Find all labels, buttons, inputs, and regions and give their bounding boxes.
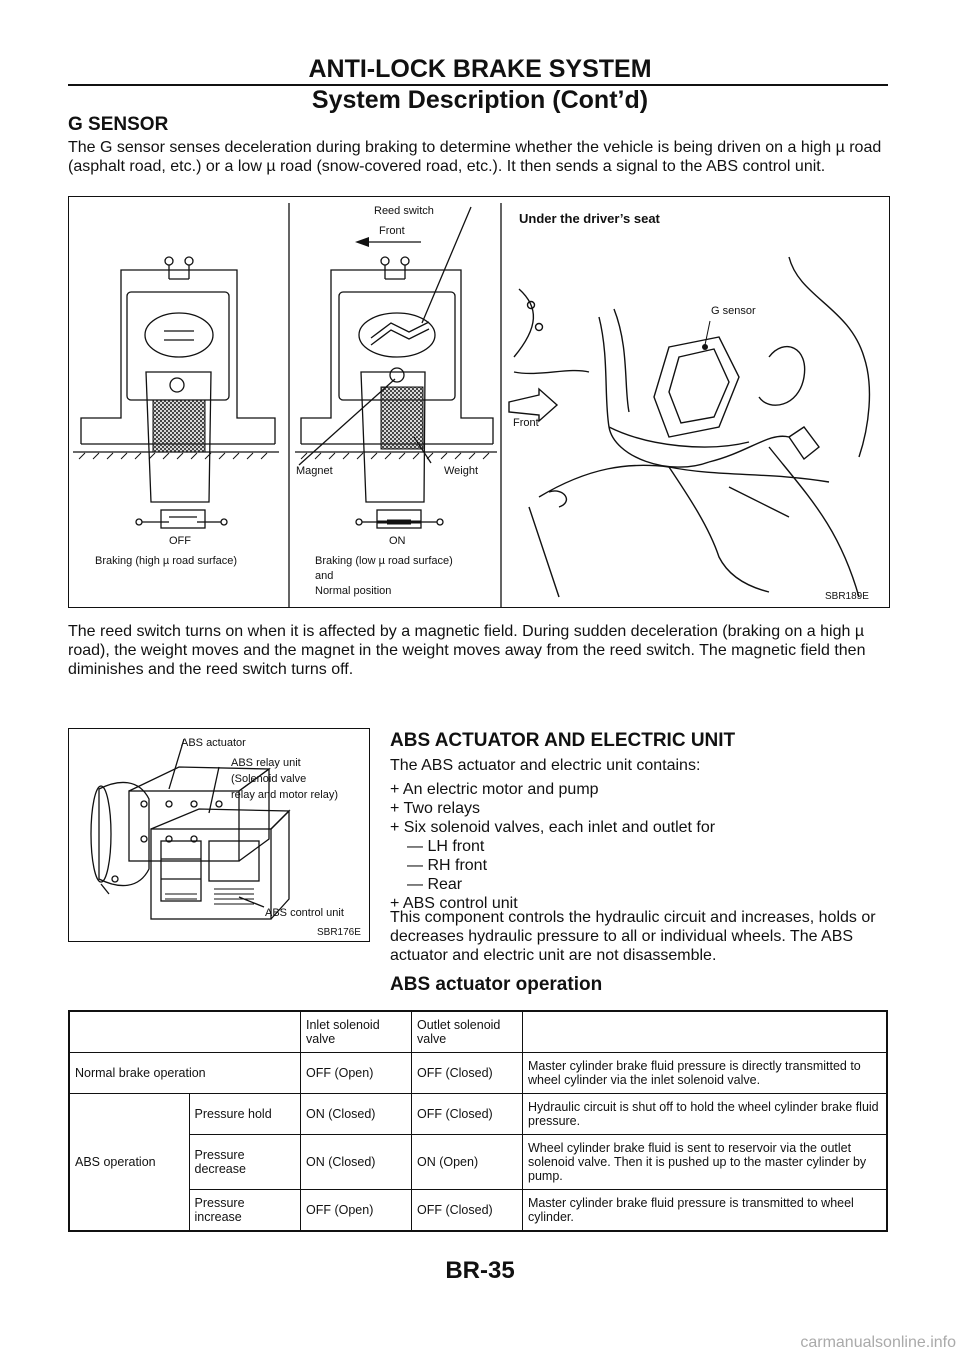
list-subitem: — LH front [407,838,485,855]
table-header-cell [69,1011,301,1053]
actuator-intro: The ABS actuator and electric unit contains: [390,757,701,774]
label-weight: Weight [444,465,479,477]
operation-table [68,1010,888,1232]
table-cell: ON (Closed) [301,1135,412,1190]
table-cell: Normal brake operation [69,1053,301,1094]
caption-low-mu-2: and [315,570,334,582]
table-cell: Master cylinder brake fluid pressure is directly transmitted to wheel cylinder via the inlet solenoid valve. [523,1053,888,1094]
figure-code-sbr189e: SBR189E [825,591,869,602]
actuator-contents-list [390,780,890,913]
watermark: carmanualsonline.info [800,1334,956,1351]
list-subitem: — Rear [407,876,463,893]
g-sensor-intro: The G sensor senses deceleration during braking to determine whether the vehicle is being driven on a high µ road (asphalt road, etc.) or a low µ road (snow-covered road, etc.). It then sends a signal to the ABS control unit. [68,139,882,175]
table-cell: Pressure hold [189,1094,300,1135]
page-number: BR-35 [445,1257,515,1284]
table-cell: Pressure decrease [189,1135,300,1190]
table-cell: ABS operation [69,1094,189,1232]
label-reed-switch: Reed switch [374,205,434,217]
label-abs-actuator: ABS actuator [181,737,246,749]
list-item: + An electric motor and pump [390,781,599,798]
list-subitem: — RH front [407,857,488,874]
g-sensor-heading: G SENSOR [68,114,169,135]
caption-low-mu-1: Braking (low µ road surface) [315,555,453,567]
g-sensor-figure [68,196,890,608]
figure-code-sbr176e: SBR176E [317,927,361,938]
label-relay-1: ABS relay unit [231,757,301,769]
table-cell: Hydraulic circuit is shut off to hold the wheel cylinder brake fluid pressure. [523,1094,888,1135]
actuator-body: This component controls the hydraulic circuit and increases, holds or decreases hydraulic pressure to all or individual wheels. The ABS actuator and electric unit are not disassemble. [390,909,876,964]
section-subtitle: System Description (Cont’d) [311,86,649,114]
label-magnet: Magnet [296,465,333,477]
operation-heading: ABS actuator operation [390,974,603,995]
label-relay-3: relay and motor relay) [231,789,338,801]
section-title: ANTI-LOCK BRAKE SYSTEM [308,55,652,83]
list-item: + ABS control unit [390,895,518,912]
table-cell: Wheel cylinder brake fluid is sent to reservoir via the outlet solenoid valve. Then it is pushed up to the master cylinder by pump. [523,1135,888,1190]
label-abs-control-unit: ABS control unit [265,907,344,919]
table-row [69,1053,887,1094]
table-row [69,1094,887,1135]
table-cell: Pressure increase [189,1190,300,1232]
label-relay-2: (Solenoid valve [231,773,307,785]
actuator-figure [68,728,370,942]
table-cell: OFF (Open) [301,1053,412,1094]
table-cell: OFF (Closed) [412,1094,523,1135]
g-sensor-diagram [69,197,889,607]
table-row [69,1190,887,1232]
table-cell: ON (Open) [412,1135,523,1190]
label-front-right: Front [513,417,539,429]
label-off: OFF [169,535,191,547]
table-cell: OFF (Open) [301,1190,412,1232]
table-cell: Master cylinder brake fluid pressure is transmitted to wheel cylinder. [523,1190,888,1232]
table-header-cell [523,1011,888,1053]
table-row [69,1135,887,1190]
list-item: + Two relays [390,800,480,817]
caption-low-mu-3: Normal position [315,585,392,597]
table-header-row [69,1011,887,1053]
label-g-sensor: G sensor [711,305,756,317]
table-cell: OFF (Closed) [412,1053,523,1094]
list-item: + Six solenoid valves, each inlet and outlet for [390,819,716,836]
table-header-cell: Outlet solenoid valve [412,1011,523,1053]
table-header-cell: Inlet solenoid valve [301,1011,412,1053]
label-on: ON [389,535,406,547]
caption-high-mu: Braking (high µ road surface) [95,555,238,567]
table-cell: OFF (Closed) [412,1190,523,1232]
table-cell: ON (Closed) [301,1094,412,1135]
actuator-heading: ABS ACTUATOR AND ELECTRIC UNIT [390,730,736,751]
label-under-seat: Under the driver’s seat [519,211,660,226]
label-front-mid: Front [379,225,405,237]
g-sensor-body: The reed switch turns on when it is affected by a magnetic field. During sudden deceleration (braking on a high µ road), the weight moves and the magnet in the weight moves away from the reed switch. The magnetic field then diminishes and the reed switch turns off. [68,623,866,678]
